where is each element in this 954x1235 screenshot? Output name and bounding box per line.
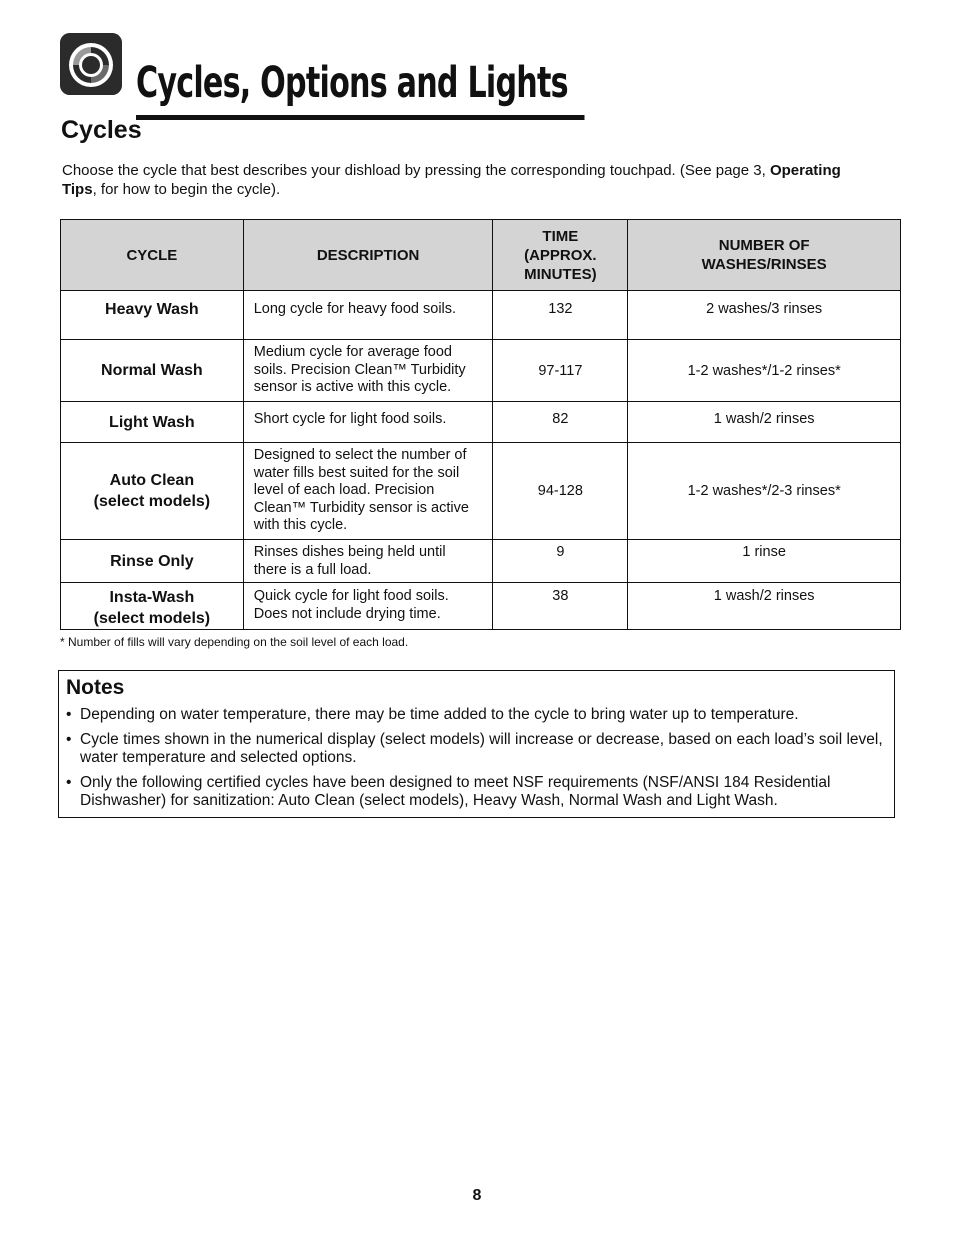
cycle-washes: 1 rinse xyxy=(628,540,901,583)
cycle-description: Rinses dishes being held until there is a full load. xyxy=(243,540,493,583)
table-row xyxy=(61,340,901,402)
table-row xyxy=(61,540,901,583)
intro-text-after: , for how to begin the cycle). xyxy=(92,181,281,198)
page-number: 8 xyxy=(472,1187,482,1204)
header-washes-line2: WASHES/RINSES xyxy=(701,256,827,273)
cycle-label: Normal Wash xyxy=(101,362,203,379)
table-row xyxy=(61,583,901,630)
cycle-description: Long cycle for heavy food soils. xyxy=(243,291,493,340)
header-time xyxy=(493,220,628,291)
cycle-label: Insta-Wash xyxy=(109,589,195,606)
cycle-time: 132 xyxy=(493,291,628,340)
cycle-washes: 1-2 washes*/2-3 rinses* xyxy=(628,443,901,540)
cycle-name xyxy=(61,402,244,443)
table-footnote: * Number of fills will vary depending on the soil level of each load. xyxy=(60,635,409,649)
cycle-label: Heavy Wash xyxy=(105,301,199,318)
cycle-name xyxy=(61,291,244,340)
cycle-name xyxy=(61,540,244,583)
cycle-washes: 1 wash/2 rinses xyxy=(628,583,901,630)
cycle-name xyxy=(61,583,244,630)
cycle-description: Quick cycle for light food soils. Does not include drying time. xyxy=(243,583,493,630)
cycle-label: Light Wash xyxy=(109,414,195,431)
cycle-name xyxy=(61,340,244,402)
cycle-time: 82 xyxy=(493,402,628,443)
header-time-line2: (APPROX. xyxy=(524,246,597,264)
cycle-washes: 2 washes/3 rinses xyxy=(628,291,901,340)
cycle-arrows-icon xyxy=(60,33,122,95)
table-row xyxy=(61,291,901,340)
cycle-label-sub: (select models) xyxy=(93,493,211,510)
list-item: • Cycle times shown in the numerical display (select models) will increase or decrease, based on each load’s soil level, water temperature and selected options. xyxy=(66,731,891,768)
cycle-washes: 1-2 washes*/1-2 rinses* xyxy=(628,340,901,402)
cycle-time: 97-117 xyxy=(493,340,628,402)
cycles-table xyxy=(60,219,901,630)
cycle-description: Short cycle for light food soils. xyxy=(243,402,493,443)
header-time-line3: MINUTES) xyxy=(524,265,597,283)
table-row xyxy=(61,443,901,540)
notes-list xyxy=(66,706,891,817)
table-row xyxy=(61,402,901,443)
header-washes xyxy=(628,220,901,291)
cycle-washes: 1 wash/2 rinses xyxy=(628,402,901,443)
cycle-label: Auto Clean xyxy=(109,472,195,489)
section-heading: Cycles xyxy=(61,116,142,144)
header-cycle: CYCLE xyxy=(61,220,244,291)
cycle-label-sub: (select models) xyxy=(93,610,211,627)
cycle-label: Rinse Only xyxy=(110,553,194,570)
list-item: • Depending on water temperature, there may be time added to the cycle to bring water up to temperature. xyxy=(66,706,891,725)
notes-title: Notes xyxy=(66,676,125,699)
header-description: DESCRIPTION xyxy=(243,220,493,291)
intro-text-before: Choose the cycle that best describes your dishload by pressing the corresponding touchpad. (See page 3, xyxy=(62,162,770,179)
cycle-description: Designed to select the number of water fills best suited for the soil level of each load. Precision Clean™ Turbidity sensor is active with this cycle. xyxy=(243,443,493,540)
cycle-time: 94-128 xyxy=(493,443,628,540)
intro-link-operating-tips: Operating Tips xyxy=(62,162,841,198)
cycle-description: Medium cycle for average food soils. Precision Clean™ Turbidity sensor is active with this cycle. xyxy=(243,340,493,402)
cycle-name xyxy=(61,443,244,540)
cycle-time: 38 xyxy=(493,583,628,630)
header-washes-line1: NUMBER OF xyxy=(718,237,810,254)
intro-paragraph xyxy=(62,161,862,199)
header-time-line1: TIME xyxy=(542,227,579,245)
page-title: Cycles, Options and Lights xyxy=(136,51,585,120)
list-item: • Only the following certified cycles have been designed to meet NSF requirements (NSF/ANSI 184 Residential Dishwasher) for sanitization: Auto Clean (select models), Heavy Wash, Normal Wash and Light Wash. xyxy=(66,774,891,811)
table-header-row xyxy=(61,220,901,291)
notes-box xyxy=(58,670,895,818)
cycle-time: 9 xyxy=(493,540,628,583)
